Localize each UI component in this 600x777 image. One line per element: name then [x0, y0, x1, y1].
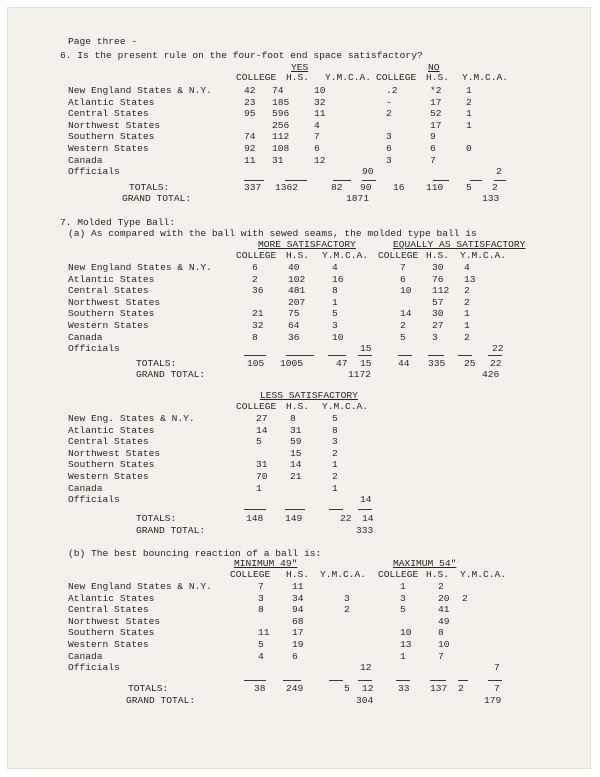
- table-cell: 22: [492, 343, 504, 355]
- table-cell: 1: [464, 308, 470, 320]
- table-cell: 112: [432, 285, 450, 297]
- table-cell: 3: [258, 592, 264, 604]
- column-header: COLLEGE: [378, 250, 419, 261]
- table-cell: 68: [292, 615, 304, 627]
- table-cell: 7: [430, 154, 436, 166]
- table-cell: 2: [438, 581, 444, 592]
- table-cell: 9: [430, 131, 436, 143]
- grand-total-value: 426: [482, 369, 500, 380]
- table-cell: 40: [288, 262, 300, 273]
- table-cell: 5: [400, 604, 406, 616]
- table-cell: 7: [314, 131, 320, 143]
- row-label: Western States: [68, 471, 149, 482]
- table-cell: 15: [360, 343, 372, 355]
- table-cell: 102: [288, 273, 306, 285]
- column-header: H.S.: [426, 250, 450, 261]
- totals-label: TOTALS:: [136, 513, 177, 524]
- table-cell: 3: [432, 331, 438, 343]
- table-cell: 32: [252, 320, 264, 331]
- row-label: Western States: [68, 320, 149, 331]
- totals-label: TOTALS:: [129, 182, 170, 193]
- table-cell: 3: [332, 320, 338, 331]
- grand-total-label: GRAND TOTAL:: [136, 525, 206, 536]
- total-value: 5: [344, 683, 350, 694]
- total-rule: [244, 355, 266, 356]
- table-cell: 8: [438, 627, 444, 639]
- table-cell: 10: [314, 85, 326, 96]
- table-cell: 52: [430, 108, 442, 120]
- row-label: Northwest States: [68, 447, 161, 459]
- table-cell: 3: [344, 592, 350, 604]
- column-header: H.S.: [286, 401, 310, 412]
- table-cell: 32: [314, 96, 326, 108]
- table-cell: 2: [344, 604, 350, 616]
- total-rule: [458, 680, 468, 681]
- column-header: H.S.: [426, 72, 450, 83]
- table-cell: 256: [272, 119, 290, 131]
- total-value: 14: [362, 513, 374, 524]
- row-label: Southern States: [68, 308, 155, 320]
- group-header-no: NO: [428, 62, 440, 73]
- total-rule: [285, 180, 307, 181]
- table-cell: 8: [332, 424, 338, 436]
- total-rule: [358, 680, 372, 681]
- table-cell: -: [386, 96, 392, 108]
- total-rule: [333, 180, 351, 181]
- table-cell: 76: [432, 273, 444, 285]
- column-header: H.S.: [426, 569, 450, 580]
- total-value: 335: [428, 358, 446, 369]
- table-cell: 4: [332, 262, 338, 273]
- table-cell: 17: [430, 96, 442, 108]
- table-cell: 5: [332, 308, 338, 320]
- table-cell: 7: [258, 581, 264, 592]
- table-cell: 31: [290, 424, 302, 436]
- total-rule: [362, 180, 376, 181]
- table-cell: 1: [400, 581, 406, 592]
- table-cell: 1: [400, 650, 406, 662]
- table-cell: 5: [400, 331, 406, 343]
- table-cell: 34: [292, 592, 304, 604]
- table-cell: 2: [332, 471, 338, 482]
- table-cell: 2: [464, 285, 470, 297]
- table-cell: 21: [252, 308, 264, 320]
- table-cell: 112: [272, 131, 290, 143]
- table-cell: 1: [466, 108, 472, 120]
- column-header: COLLEGE: [376, 72, 417, 83]
- grand-total-value: 1871: [346, 193, 370, 204]
- total-value: 82: [331, 182, 343, 193]
- row-label: Canada: [68, 154, 103, 166]
- total-value: 22: [490, 358, 502, 369]
- total-rule: [244, 180, 264, 181]
- table-cell: 10: [332, 331, 344, 343]
- table-cell: 94: [292, 604, 304, 616]
- table-cell: 2: [332, 447, 338, 459]
- table-cell: 31: [256, 459, 268, 471]
- column-header: Y.M.C.A.: [322, 401, 369, 412]
- row-label: Atlantic States: [68, 592, 155, 604]
- table-cell: 90: [362, 166, 374, 178]
- row-label: New England States & N.Y.: [68, 581, 212, 592]
- table-cell: 36: [288, 331, 300, 343]
- column-header: Y.M.C.A.: [460, 569, 507, 580]
- table-cell: 8: [290, 413, 296, 424]
- table-cell: 95: [244, 108, 256, 120]
- table-cell: 6: [314, 143, 320, 154]
- table-cell: 3: [400, 592, 406, 604]
- total-value: 47: [336, 358, 348, 369]
- table-cell: 21: [290, 471, 302, 482]
- column-header: H.S.: [286, 250, 310, 261]
- group-header-yes: YES: [291, 62, 309, 73]
- table-cell: 59: [290, 436, 302, 448]
- total-value: 105: [247, 358, 265, 369]
- question-7a: (a) As compared with the ball with sewed seams, the molded type ball is: [68, 228, 477, 239]
- row-label: Southern States: [68, 627, 155, 639]
- column-header: COLLEGE: [236, 401, 277, 412]
- question-7: 7. Molded Type Ball:: [60, 217, 176, 228]
- table-cell: 3: [332, 436, 338, 448]
- table-cell: 4: [464, 262, 470, 273]
- table-cell: 8: [258, 604, 264, 616]
- table-cell: 1: [466, 85, 472, 96]
- total-value: 12: [362, 683, 374, 694]
- table-cell: 14: [256, 424, 268, 436]
- table-cell: 6: [252, 262, 258, 273]
- row-label: New England States & N.Y.: [68, 85, 212, 96]
- total-rule: [358, 355, 372, 356]
- total-rule: [329, 680, 343, 681]
- table-cell: 2: [386, 108, 392, 120]
- totals-label: TOTALS:: [136, 358, 177, 369]
- column-header: COLLEGE: [378, 569, 419, 580]
- question-7b: (b) The best bouncing reaction of a ball is:: [68, 548, 322, 559]
- question-6: 6. Is the present rule on the four-foot end space satisfactory?: [60, 50, 423, 61]
- total-value: 249: [286, 683, 304, 694]
- group-header-more: MORE SATISFACTORY: [258, 239, 356, 250]
- grand-total-label: GRAND TOTAL:: [122, 193, 192, 204]
- table-cell: *2: [430, 85, 442, 96]
- table-cell: 1: [332, 296, 338, 308]
- total-value: 110: [426, 182, 444, 193]
- table-cell: 596: [272, 108, 290, 120]
- table-cell: 7: [400, 262, 406, 273]
- total-rule: [458, 355, 472, 356]
- total-rule: [285, 509, 305, 510]
- total-rule: [286, 355, 314, 356]
- row-label: Central States: [68, 108, 149, 120]
- grand-total-value: 1172: [348, 369, 372, 380]
- document-page: [8, 8, 590, 768]
- table-cell: 6: [430, 143, 436, 154]
- table-cell: 2: [462, 592, 468, 604]
- total-value: 7: [494, 683, 500, 694]
- total-value: 1005: [280, 358, 304, 369]
- table-cell: 10: [400, 285, 412, 297]
- table-cell: 6: [400, 273, 406, 285]
- total-value: 2: [458, 683, 464, 694]
- row-label: Canada: [68, 482, 103, 494]
- total-rule: [329, 509, 343, 510]
- column-header: COLLEGE: [236, 72, 277, 83]
- table-cell: 2: [400, 320, 406, 331]
- table-cell: 14: [360, 494, 372, 506]
- table-cell: 70: [256, 471, 268, 482]
- column-header: Y.M.C.A.: [325, 72, 372, 83]
- table-cell: 74: [272, 85, 284, 96]
- total-value: 15: [360, 358, 372, 369]
- table-cell: 2: [252, 273, 258, 285]
- table-cell: 20: [438, 592, 450, 604]
- table-cell: 1: [332, 482, 338, 494]
- grand-total-value: 179: [484, 695, 502, 706]
- table-cell: 3: [386, 154, 392, 166]
- table-cell: 11: [314, 108, 326, 120]
- total-rule: [428, 355, 444, 356]
- row-label: Atlantic States: [68, 273, 155, 285]
- grand-total-value: 304: [356, 695, 374, 706]
- table-cell: 4: [314, 119, 320, 131]
- table-cell: 2: [464, 331, 470, 343]
- row-label: Officials: [68, 662, 120, 674]
- table-cell: 11: [258, 627, 270, 639]
- table-cell: 30: [432, 262, 444, 273]
- table-cell: 92: [244, 143, 256, 154]
- table-cell: 36: [252, 285, 264, 297]
- grand-total-label: GRAND TOTAL:: [136, 369, 206, 380]
- row-label: Canada: [68, 650, 103, 662]
- total-rule: [244, 680, 266, 681]
- total-value: 148: [246, 513, 264, 524]
- total-rule: [430, 680, 446, 681]
- table-cell: 5: [258, 639, 264, 650]
- grand-total-label: GRAND TOTAL:: [126, 695, 196, 706]
- table-cell: 41: [438, 604, 450, 616]
- total-value: 38: [254, 683, 266, 694]
- table-cell: 3: [386, 131, 392, 143]
- total-rule: [488, 680, 502, 681]
- total-value: 90: [360, 182, 372, 193]
- table-cell: 13: [400, 639, 412, 650]
- table-cell: 30: [432, 308, 444, 320]
- table-cell: 19: [292, 639, 304, 650]
- table-cell: 11: [292, 581, 304, 592]
- column-header: H.S.: [286, 72, 310, 83]
- row-label: Central States: [68, 604, 149, 616]
- table-cell: 15: [290, 447, 302, 459]
- group-header-maximum: MAXIMUM 54": [393, 558, 457, 569]
- table-cell: 0: [466, 143, 472, 154]
- table-cell: 17: [430, 119, 442, 131]
- total-rule: [488, 355, 502, 356]
- table-cell: 14: [290, 459, 302, 471]
- grand-total-value: 333: [356, 525, 374, 536]
- row-label: Northwest States: [68, 119, 161, 131]
- column-header: COLLEGE: [230, 569, 271, 580]
- row-label: New England States & N.Y.: [68, 262, 212, 273]
- total-value: 337: [244, 182, 262, 193]
- total-rule: [433, 180, 449, 181]
- table-cell: 74: [244, 131, 256, 143]
- group-header-equal: EQUALLY AS SATISFACTORY: [393, 239, 526, 250]
- column-header: COLLEGE: [236, 250, 277, 261]
- total-rule: [283, 680, 301, 681]
- table-cell: 75: [288, 308, 300, 320]
- total-value: 5: [466, 182, 472, 193]
- row-label: Canada: [68, 331, 103, 343]
- table-cell: 57: [432, 296, 444, 308]
- table-cell: 10: [400, 627, 412, 639]
- table-cell: 7: [438, 650, 444, 662]
- page-header: Page three -: [68, 36, 138, 47]
- table-cell: 185: [272, 96, 290, 108]
- table-cell: 11: [244, 154, 256, 166]
- totals-label: TOTALS:: [128, 683, 169, 694]
- table-cell: 27: [256, 413, 268, 424]
- row-label: Southern States: [68, 131, 155, 143]
- total-rule: [328, 355, 346, 356]
- grand-total-value: 133: [482, 193, 500, 204]
- table-cell: 31: [272, 154, 284, 166]
- table-cell: 13: [464, 273, 476, 285]
- column-header: Y.M.C.A.: [462, 72, 509, 83]
- table-cell: 2: [464, 296, 470, 308]
- row-label: Northwest States: [68, 296, 161, 308]
- column-header: H.S.: [286, 569, 310, 580]
- row-label: Northwest States: [68, 615, 161, 627]
- table-cell: 16: [332, 273, 344, 285]
- total-value: 25: [464, 358, 476, 369]
- table-cell: 49: [438, 615, 450, 627]
- row-label: Western States: [68, 639, 149, 650]
- table-cell: 7: [494, 662, 500, 674]
- table-cell: 23: [244, 96, 256, 108]
- total-value: 149: [285, 513, 303, 524]
- table-cell: 12: [360, 662, 372, 674]
- row-label: Western States: [68, 143, 149, 154]
- row-label: Officials: [68, 166, 120, 178]
- table-cell: 64: [288, 320, 300, 331]
- table-cell: 481: [288, 285, 306, 297]
- row-label: Officials: [68, 343, 120, 355]
- column-header: Y.M.C.A.: [322, 250, 369, 261]
- table-cell: 27: [432, 320, 444, 331]
- total-rule: [244, 509, 266, 510]
- table-cell: 5: [256, 436, 262, 448]
- table-cell: 2: [496, 166, 502, 178]
- total-rule: [396, 680, 410, 681]
- table-cell: 4: [258, 650, 264, 662]
- total-value: 1362: [275, 182, 299, 193]
- row-label: Central States: [68, 285, 149, 297]
- row-label: New Eng. States & N.Y.: [68, 413, 195, 424]
- table-cell: 1: [466, 119, 472, 131]
- table-cell: 6: [386, 143, 392, 154]
- total-value: 2: [492, 182, 498, 193]
- total-value: 137: [430, 683, 448, 694]
- table-cell: 8: [332, 285, 338, 297]
- total-rule: [398, 355, 412, 356]
- table-cell: 1: [332, 459, 338, 471]
- row-label: Southern States: [68, 459, 155, 471]
- total-value: 33: [398, 683, 410, 694]
- row-label: Officials: [68, 494, 120, 506]
- table-cell: 17: [292, 627, 304, 639]
- table-cell: 42: [244, 85, 256, 96]
- total-value: 16: [393, 182, 405, 193]
- table-cell: 207: [288, 296, 306, 308]
- table-cell: 1: [464, 320, 470, 331]
- table-cell: .2: [386, 85, 398, 96]
- group-header-less: LESS SATISFACTORY: [260, 390, 358, 401]
- table-cell: 10: [438, 639, 450, 650]
- row-label: Atlantic States: [68, 424, 155, 436]
- column-header: Y.M.C.A.: [320, 569, 367, 580]
- total-rule: [470, 180, 482, 181]
- group-header-minimum: MINIMUM 49": [234, 558, 298, 569]
- table-cell: 12: [314, 154, 326, 166]
- table-cell: 8: [252, 331, 258, 343]
- total-value: 44: [398, 358, 410, 369]
- table-cell: 14: [400, 308, 412, 320]
- total-value: 22: [340, 513, 352, 524]
- total-rule: [358, 509, 372, 510]
- total-rule: [494, 180, 506, 181]
- column-header: Y.M.C.A.: [460, 250, 507, 261]
- row-label: Atlantic States: [68, 96, 155, 108]
- row-label: Central States: [68, 436, 149, 448]
- table-cell: 1: [256, 482, 262, 494]
- table-cell: 2: [466, 96, 472, 108]
- table-cell: 108: [272, 143, 290, 154]
- table-cell: 6: [292, 650, 298, 662]
- table-cell: 5: [332, 413, 338, 424]
